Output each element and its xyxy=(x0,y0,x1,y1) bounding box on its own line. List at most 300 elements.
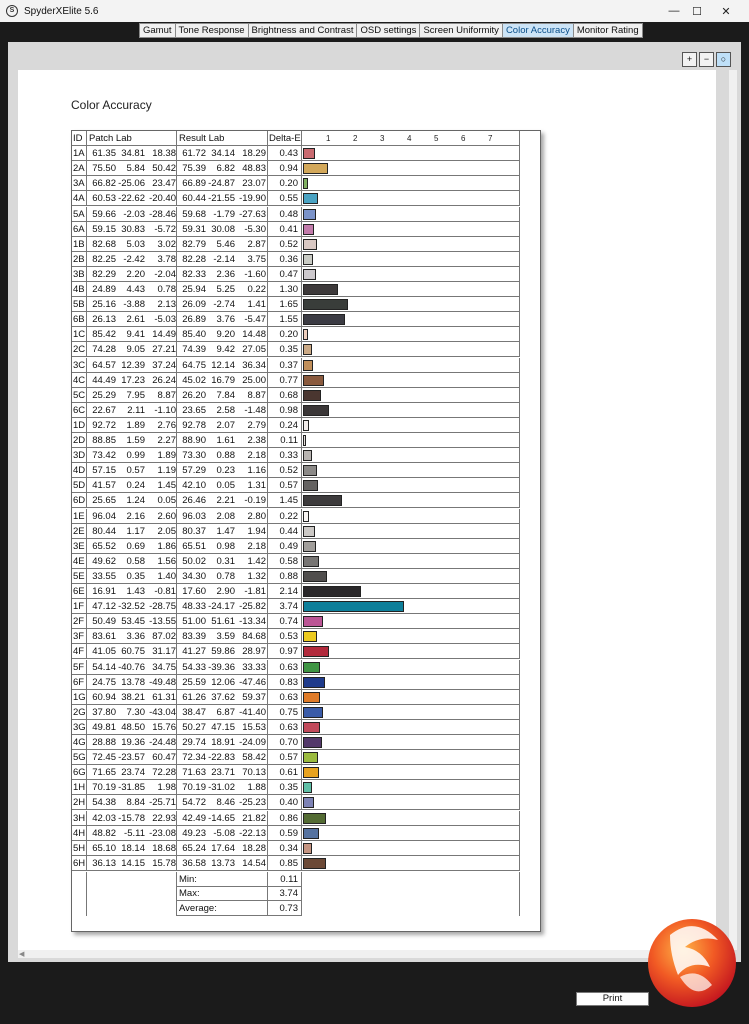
patch-lab-value: -2.42 xyxy=(123,253,145,265)
delta-e-bar-cell xyxy=(302,282,520,297)
delta-e-bar xyxy=(303,450,312,461)
patch-lab-value: -31.85 xyxy=(118,782,145,794)
patch-lab-value: 3.78 xyxy=(157,253,176,265)
delta-e-bar-cell xyxy=(302,780,520,795)
result-lab-value: -22.83 xyxy=(208,752,235,764)
delta-e-bar-cell xyxy=(302,297,520,312)
result-lab xyxy=(177,327,268,342)
patch-lab-value: -22.62 xyxy=(118,193,145,205)
delta-e-value: 0.49 xyxy=(268,539,302,554)
delta-e-bar xyxy=(303,420,309,431)
delta-e-bar-cell xyxy=(302,191,520,206)
result-lab-value: 54.33 xyxy=(182,661,206,673)
result-lab xyxy=(177,207,268,222)
result-lab-value: 2.21 xyxy=(216,495,235,507)
row-id: 3D xyxy=(72,448,87,463)
delta-e-bar-cell xyxy=(302,539,520,554)
table-row xyxy=(72,433,541,448)
result-lab-value: 17.60 xyxy=(182,586,206,597)
summary-empty xyxy=(72,901,87,916)
delta-e-bar xyxy=(303,692,320,703)
delta-e-value: 0.68 xyxy=(268,388,302,403)
result-lab-value: -1.81 xyxy=(244,586,266,597)
delta-e-bar xyxy=(303,254,313,265)
delta-e-bar xyxy=(303,239,317,250)
result-lab-value: 59.31 xyxy=(182,223,206,235)
patch-lab-value: 49.62 xyxy=(92,555,116,567)
delta-e-value: 1.30 xyxy=(268,282,302,297)
patch-lab xyxy=(87,237,177,252)
delta-e-value: 0.59 xyxy=(268,826,302,841)
delta-e-value: 0.74 xyxy=(268,614,302,629)
tab-screen-uniformity[interactable]: Screen Uniformity xyxy=(420,23,503,38)
delta-e-value: 0.94 xyxy=(268,161,302,176)
result-lab-value: 26.20 xyxy=(182,389,206,401)
delta-e-bar xyxy=(303,344,312,355)
vertical-scrollbar[interactable] xyxy=(729,70,737,950)
result-lab-value: 13.73 xyxy=(211,857,235,869)
delta-e-bar xyxy=(303,329,308,340)
patch-lab-value: 24.89 xyxy=(92,284,116,295)
row-id: 6F xyxy=(72,675,87,690)
patch-lab-value: 4.43 xyxy=(126,284,145,295)
patch-lab xyxy=(87,841,177,856)
delta-e-bar xyxy=(303,480,318,491)
result-lab-value: 0.31 xyxy=(216,555,235,567)
row-id: 4B xyxy=(72,282,87,297)
patch-lab-value: 60.75 xyxy=(121,646,145,658)
row-id: 6G xyxy=(72,765,87,780)
table-row xyxy=(72,176,541,191)
row-id: 3H xyxy=(72,811,87,826)
result-lab-value: 2.07 xyxy=(216,419,235,431)
delta-e-value: 0.35 xyxy=(268,780,302,795)
result-lab xyxy=(177,252,268,267)
patch-lab-value: 80.44 xyxy=(92,525,116,537)
delta-e-bar xyxy=(303,556,319,567)
patch-lab-value: 64.57 xyxy=(92,359,116,371)
delta-e-bar xyxy=(303,465,317,476)
row-id: 2H xyxy=(72,795,87,810)
patch-lab-value: 73.42 xyxy=(92,450,116,462)
row-id: 5G xyxy=(72,750,87,765)
result-lab xyxy=(177,599,268,614)
tab-gamut[interactable]: Gamut xyxy=(139,23,176,38)
maximize-button[interactable]: ☐ xyxy=(692,5,702,18)
axis-tick-label: 6 xyxy=(461,134,466,143)
delta-e-bar-cell xyxy=(302,765,520,780)
patch-lab-value: 87.02 xyxy=(152,631,176,643)
result-lab-value: 41.27 xyxy=(182,646,206,658)
table-row xyxy=(72,222,541,237)
result-lab-value: 3.76 xyxy=(216,314,235,326)
patch-lab-value: 1.45 xyxy=(157,480,176,492)
result-lab xyxy=(177,222,268,237)
patch-lab-value: 1.19 xyxy=(157,465,176,477)
result-lab-value: 50.02 xyxy=(182,555,206,567)
print-button[interactable]: Print xyxy=(576,992,649,1006)
result-lab-value: 3.75 xyxy=(247,253,266,265)
tab-tone-response[interactable]: Tone Response xyxy=(176,23,249,38)
delta-e-bar xyxy=(303,601,404,612)
delta-e-bar-cell xyxy=(302,358,520,373)
horizontal-scrollbar[interactable] xyxy=(18,950,716,958)
row-id: 5C xyxy=(72,388,87,403)
scroll-left-arrow-icon[interactable]: ◀ xyxy=(19,951,25,958)
row-id: 3F xyxy=(72,629,87,644)
delta-e-bar xyxy=(303,405,329,416)
result-lab xyxy=(177,418,268,433)
result-lab-value: 18.29 xyxy=(242,148,266,160)
result-lab xyxy=(177,282,268,297)
patch-lab-value: 1.86 xyxy=(157,540,176,552)
delta-e-bar-cell xyxy=(302,252,520,267)
result-lab xyxy=(177,146,268,161)
close-button[interactable]: ✕ xyxy=(721,5,731,18)
result-lab xyxy=(177,705,268,720)
table-row xyxy=(72,161,541,176)
result-lab xyxy=(177,342,268,357)
axis-tick-label: 1 xyxy=(326,134,331,143)
result-lab-value: 27.05 xyxy=(242,344,266,356)
result-lab-value: 1.31 xyxy=(247,480,266,492)
result-lab xyxy=(177,297,268,312)
result-lab-value: -39.36 xyxy=(208,661,235,673)
result-lab xyxy=(177,493,268,508)
patch-lab xyxy=(87,675,177,690)
delta-e-value: 0.75 xyxy=(268,705,302,720)
delta-e-bar-cell xyxy=(302,222,520,237)
table-header-row xyxy=(72,131,541,146)
brand-logo-icon xyxy=(640,905,740,1015)
delta-e-bar-cell xyxy=(302,267,520,282)
delta-e-value: 0.24 xyxy=(268,418,302,433)
delta-e-value: 0.52 xyxy=(268,237,302,252)
result-lab-value: 48.33 xyxy=(182,601,206,613)
result-lab-value: 2.80 xyxy=(247,510,266,522)
patch-lab-value: 2.76 xyxy=(157,419,176,431)
patch-lab xyxy=(87,660,177,675)
patch-lab xyxy=(87,554,177,569)
result-lab-value: 29.74 xyxy=(182,737,206,748)
result-lab-value: 92.78 xyxy=(182,419,206,431)
row-id: 1A xyxy=(72,146,87,161)
delta-e-bar-cell xyxy=(302,735,520,750)
patch-lab-value: 2.60 xyxy=(157,510,176,522)
result-lab-value: -24.09 xyxy=(239,737,266,748)
result-lab xyxy=(177,675,268,690)
result-lab-value: 75.39 xyxy=(182,163,206,175)
result-lab xyxy=(177,584,268,599)
delta-e-value: 0.55 xyxy=(268,191,302,206)
result-lab-value: 6.87 xyxy=(216,706,235,718)
delta-e-value: 0.61 xyxy=(268,765,302,780)
zoom-fit-button[interactable]: ○ xyxy=(716,52,731,67)
table-row xyxy=(72,297,541,312)
patch-lab-value: 9.05 xyxy=(126,344,145,356)
result-lab-value: 36.58 xyxy=(182,857,206,869)
patch-lab-value: 74.28 xyxy=(92,344,116,356)
patch-lab xyxy=(87,252,177,267)
row-id: 5B xyxy=(72,297,87,312)
patch-lab xyxy=(87,539,177,554)
delta-e-bar-cell xyxy=(302,493,520,508)
table-row xyxy=(72,584,541,599)
result-lab-value: -24.17 xyxy=(208,601,235,613)
result-lab-value: 2.36 xyxy=(216,268,235,280)
delta-e-bar xyxy=(303,782,312,793)
result-lab xyxy=(177,373,268,388)
delta-e-value: 2.14 xyxy=(268,584,302,599)
patch-lab xyxy=(87,373,177,388)
delta-e-bar xyxy=(303,843,312,854)
row-id: 4C xyxy=(72,373,87,388)
result-lab-value: 88.90 xyxy=(182,435,206,446)
result-lab-value: 47.15 xyxy=(211,721,235,733)
row-id: 6E xyxy=(72,584,87,599)
patch-lab xyxy=(87,297,177,312)
delta-e-bar xyxy=(303,224,314,235)
result-lab-value: 0.23 xyxy=(216,465,235,477)
summary-empty xyxy=(72,886,87,901)
patch-lab-value: 1.17 xyxy=(126,525,145,537)
delta-e-bar-cell xyxy=(302,660,520,675)
patch-lab-value: 61.35 xyxy=(92,148,116,160)
patch-lab-value: 96.04 xyxy=(92,510,116,522)
patch-lab xyxy=(87,282,177,297)
result-lab xyxy=(177,795,268,810)
result-lab-value: 60.44 xyxy=(182,193,206,205)
patch-lab-value: 71.65 xyxy=(92,767,116,779)
tab-monitor-rating[interactable]: Monitor Rating xyxy=(574,23,643,38)
zoom-out-button[interactable]: − xyxy=(699,52,714,67)
patch-lab-value: 15.76 xyxy=(152,721,176,733)
result-lab xyxy=(177,161,268,176)
result-lab-value: -1.79 xyxy=(213,208,235,220)
patch-lab-value: -5.11 xyxy=(124,827,145,839)
delta-e-bar xyxy=(303,375,324,386)
patch-lab xyxy=(87,629,177,644)
patch-lab-value: -3.88 xyxy=(123,299,145,311)
patch-lab-value: 25.16 xyxy=(92,299,116,311)
axis-tick-label: 5 xyxy=(434,134,439,143)
result-lab-value: 6.82 xyxy=(216,163,235,175)
result-lab-value: 57.29 xyxy=(182,465,206,477)
result-lab-value: 9.42 xyxy=(216,344,235,356)
table-row xyxy=(72,811,541,826)
delta-e-bar xyxy=(303,646,329,657)
patch-lab-value: 28.88 xyxy=(92,737,116,748)
row-id: 5F xyxy=(72,660,87,675)
delta-e-bar xyxy=(303,737,322,748)
patch-lab-value: 23.74 xyxy=(121,767,145,779)
delta-e-bar xyxy=(303,616,323,627)
tab-bar xyxy=(0,22,749,39)
patch-lab-value: 42.03 xyxy=(92,812,116,824)
report-panel xyxy=(8,42,741,962)
patch-lab-value: 9.41 xyxy=(126,329,145,341)
result-lab-value: 26.46 xyxy=(182,495,206,507)
patch-lab xyxy=(87,146,177,161)
delta-e-value: 1.55 xyxy=(268,312,302,327)
table-row xyxy=(72,282,541,297)
delta-e-bar-cell xyxy=(302,644,520,659)
delta-e-bar xyxy=(303,722,320,733)
patch-lab-value: 48.50 xyxy=(121,721,145,733)
table-row xyxy=(72,841,541,856)
result-lab-value: -14.65 xyxy=(208,812,235,824)
patch-lab xyxy=(87,524,177,539)
tab-brightness-and-contrast[interactable]: Brightness and Contrast xyxy=(249,23,358,38)
patch-lab-value: 5.84 xyxy=(126,163,145,175)
result-lab-value: 8.87 xyxy=(247,389,266,401)
patch-lab-value: 60.53 xyxy=(92,193,116,205)
table-row xyxy=(72,252,541,267)
delta-e-value: 0.53 xyxy=(268,629,302,644)
delta-e-value: 0.58 xyxy=(268,554,302,569)
patch-lab xyxy=(87,176,177,191)
result-lab-value: 23.07 xyxy=(242,178,266,190)
patch-lab-value: -28.46 xyxy=(149,208,176,220)
delta-e-value: 0.83 xyxy=(268,675,302,690)
delta-e-value: 0.40 xyxy=(268,795,302,810)
patch-lab xyxy=(87,161,177,176)
table-row xyxy=(72,418,541,433)
patch-lab-value: 0.69 xyxy=(126,540,145,552)
patch-lab-value: 72.28 xyxy=(152,767,176,779)
result-lab xyxy=(177,267,268,282)
patch-lab-value: -5.03 xyxy=(154,314,176,326)
result-lab-value: -41.40 xyxy=(239,706,266,718)
row-id: 2A xyxy=(72,161,87,176)
tab-color-accuracy[interactable]: Color Accuracy xyxy=(503,23,574,38)
delta-e-bar-cell xyxy=(302,675,520,690)
result-lab-value: 25.00 xyxy=(242,374,266,386)
delta-e-bar-cell xyxy=(302,418,520,433)
patch-lab-value: 26.24 xyxy=(152,374,176,386)
patch-lab-value: 5.03 xyxy=(126,238,145,250)
result-lab-value: -25.82 xyxy=(239,601,266,613)
result-lab-value: 30.08 xyxy=(211,223,235,235)
zoom-in-button[interactable]: + xyxy=(682,52,697,67)
patch-lab-value: 0.58 xyxy=(126,555,145,567)
patch-lab xyxy=(87,312,177,327)
row-id: 3G xyxy=(72,720,87,735)
patch-lab-value: 34.81 xyxy=(121,148,145,160)
delta-e-bar xyxy=(303,767,319,778)
patch-lab-value: 22.67 xyxy=(92,404,116,416)
patch-lab xyxy=(87,780,177,795)
delta-e-bar-cell xyxy=(302,176,520,191)
delta-e-value: 0.11 xyxy=(268,433,302,448)
delta-e-value: 0.44 xyxy=(268,524,302,539)
result-lab-value: 3.59 xyxy=(216,631,235,643)
patch-lab-value: 37.80 xyxy=(92,706,116,718)
patch-lab-value: -28.75 xyxy=(149,601,176,613)
patch-lab-value: 0.57 xyxy=(126,465,145,477)
patch-lab xyxy=(87,191,177,206)
result-lab-value: 1.94 xyxy=(247,525,266,537)
result-lab xyxy=(177,403,268,418)
delta-e-bar xyxy=(303,284,338,295)
patch-lab-value: 1.59 xyxy=(126,435,145,446)
patch-lab xyxy=(87,463,177,478)
result-lab xyxy=(177,660,268,675)
delta-e-bar-cell xyxy=(302,811,520,826)
patch-lab-value: 83.61 xyxy=(92,631,116,643)
result-lab-value: 2.58 xyxy=(216,404,235,416)
table-row xyxy=(72,267,541,282)
result-lab-value: 50.27 xyxy=(182,721,206,733)
delta-e-bar-cell xyxy=(302,207,520,222)
result-lab-value: 1.88 xyxy=(247,782,266,794)
result-lab xyxy=(177,176,268,191)
result-lab-value: 61.26 xyxy=(182,691,206,703)
result-lab-value: -25.23 xyxy=(239,797,266,809)
delta-e-bar-cell xyxy=(302,433,520,448)
tab-osd-settings[interactable]: OSD settings xyxy=(357,23,420,38)
patch-lab xyxy=(87,735,177,750)
row-id: 1H xyxy=(72,780,87,795)
result-lab-value: 7.84 xyxy=(216,389,235,401)
patch-lab xyxy=(87,569,177,584)
result-lab-value: 0.88 xyxy=(216,450,235,462)
patch-lab xyxy=(87,826,177,841)
delta-e-bar xyxy=(303,526,315,537)
patch-lab-value: 60.47 xyxy=(152,752,176,764)
table-row xyxy=(72,403,541,418)
result-lab-value: -5.08 xyxy=(213,827,235,839)
delta-e-value: 0.85 xyxy=(268,856,302,871)
table-row xyxy=(72,373,541,388)
delta-e-value: 0.47 xyxy=(268,267,302,282)
delta-e-bar-cell xyxy=(302,161,520,176)
row-id: 1B xyxy=(72,237,87,252)
row-id: 1E xyxy=(72,509,87,524)
table-row xyxy=(72,660,541,675)
result-lab-value: -2.74 xyxy=(213,299,235,311)
patch-lab-value: 34.75 xyxy=(152,661,176,673)
table-row xyxy=(72,146,541,161)
patch-lab xyxy=(87,614,177,629)
delta-e-bar xyxy=(303,314,345,325)
delta-e-value: 0.36 xyxy=(268,252,302,267)
patch-lab-value: -49.48 xyxy=(149,676,176,688)
table-row xyxy=(72,207,541,222)
delta-e-value: 0.63 xyxy=(268,660,302,675)
patch-lab-value: 33.55 xyxy=(92,570,116,582)
patch-lab-value: 30.83 xyxy=(121,223,145,235)
patch-lab xyxy=(87,418,177,433)
patch-lab-value: 49.81 xyxy=(92,721,116,733)
delta-e-bar-cell xyxy=(302,690,520,705)
table-row xyxy=(72,327,541,342)
delta-e-bar xyxy=(303,858,326,869)
result-lab xyxy=(177,524,268,539)
result-lab-value: 82.33 xyxy=(182,268,206,280)
delta-e-bar xyxy=(303,677,325,688)
summary-empty xyxy=(72,872,87,887)
summary-label: Max: xyxy=(177,886,268,901)
patch-lab xyxy=(87,403,177,418)
minimize-button[interactable]: — xyxy=(668,5,680,17)
delta-e-bar-cell xyxy=(302,463,520,478)
result-lab xyxy=(177,388,268,403)
patch-lab-value: 2.11 xyxy=(127,404,145,416)
delta-e-bar xyxy=(303,797,314,808)
table-row xyxy=(72,644,541,659)
patch-lab-value: 54.38 xyxy=(92,797,116,809)
